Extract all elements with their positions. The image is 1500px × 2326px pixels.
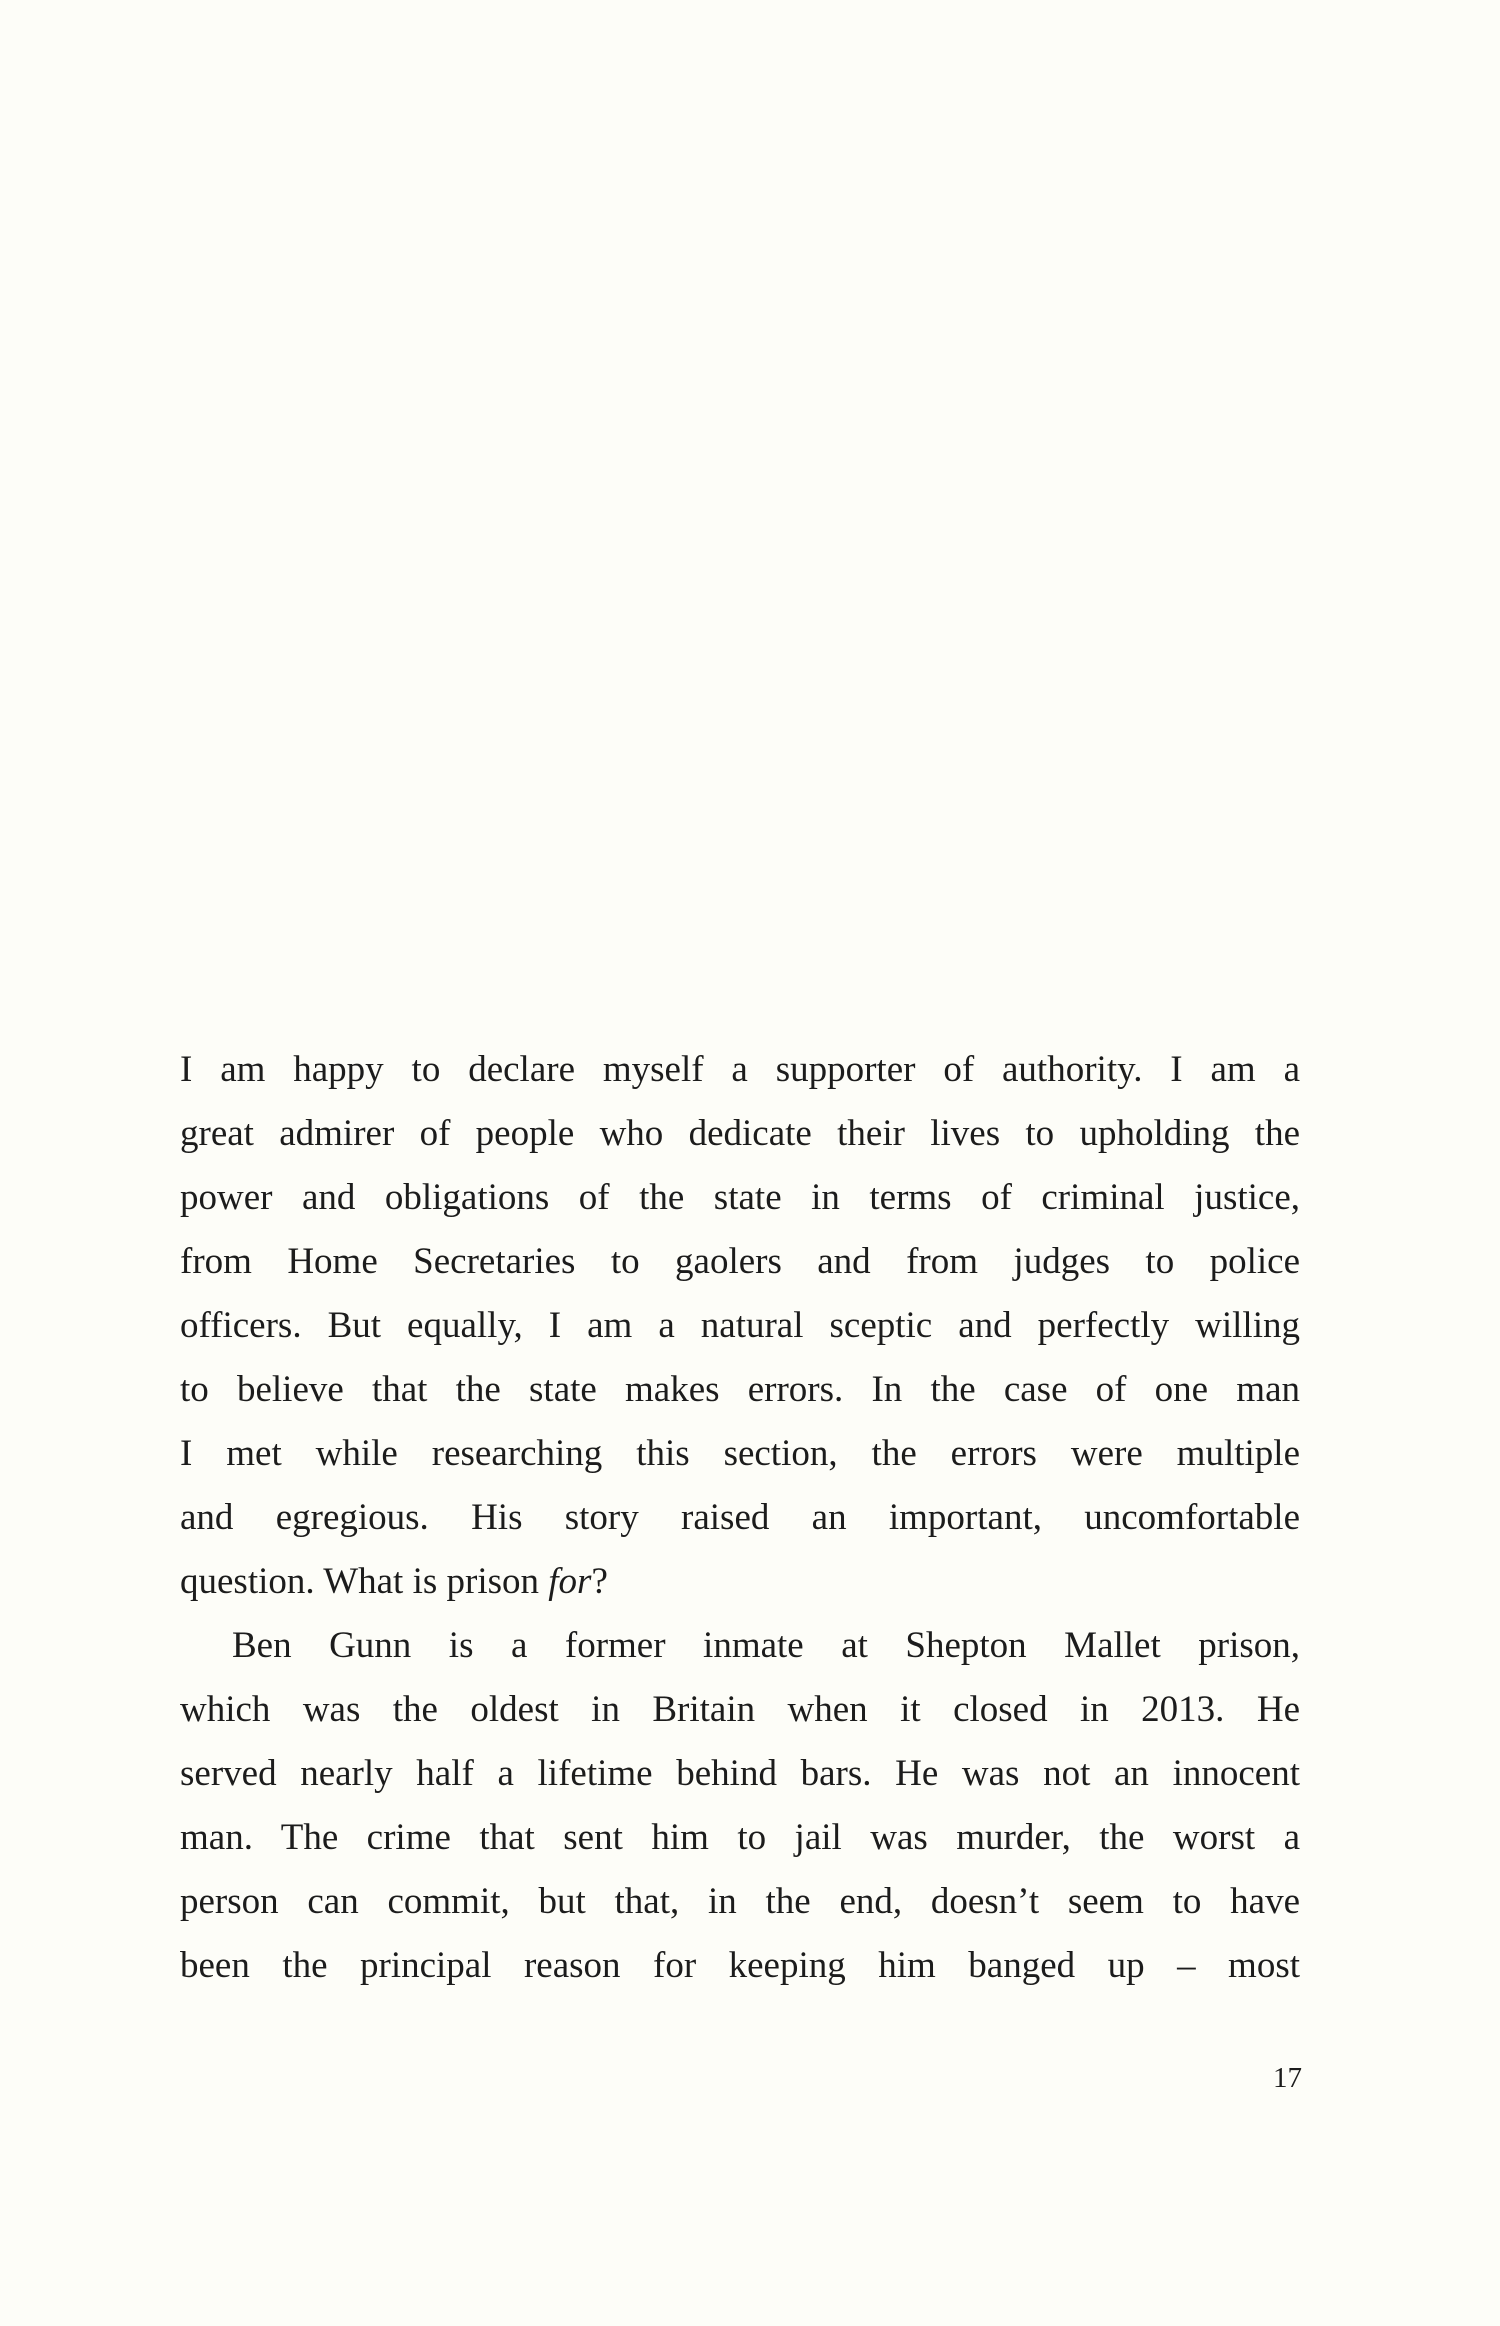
text-line: which was the oldest in Britain when it closed in 2013. He	[180, 1689, 1300, 1730]
paragraph	[180, 1614, 1300, 1998]
text-line	[180, 1550, 1300, 1614]
text-line: officers. But equally, I am a natural sceptic and perfectly willing	[180, 1305, 1300, 1346]
paragraph	[180, 1038, 1300, 1614]
text-line: I met while researching this section, the errors were multiple	[180, 1433, 1300, 1474]
text-fragment: ?	[591, 1561, 608, 1602]
text-line: great admirer of people who dedicate their lives to upholding the	[180, 1113, 1300, 1154]
text-line: served nearly half a lifetime behind bars. He was not an innocent	[180, 1753, 1300, 1794]
body-text	[180, 1038, 1300, 1998]
text-line: I am happy to declare myself a supporter of authority. I am a	[180, 1049, 1300, 1090]
text-line: to believe that the state makes errors. In the case of one man	[180, 1369, 1300, 1410]
text-fragment: question. What is prison	[180, 1561, 549, 1602]
text-line: person can commit, but that, in the end, doesn’t seem to have	[180, 1881, 1300, 1922]
text-line: from Home Secretaries to gaolers and from judges to police	[180, 1241, 1300, 1282]
text-line: power and obligations of the state in terms of criminal justice,	[180, 1177, 1300, 1218]
text-line: Ben Gunn is a former inmate at Shepton Mallet prison,	[232, 1625, 1300, 1666]
emphasized-word: for	[548, 1561, 592, 1602]
text-line: and egregious. His story raised an important, uncomfortable	[180, 1497, 1300, 1538]
text-line: been the principal reason for keeping him banged up – most	[180, 1945, 1300, 1986]
page-number: 17	[1273, 2062, 1302, 2094]
text-line: man. The crime that sent him to jail was murder, the worst a	[180, 1817, 1300, 1858]
